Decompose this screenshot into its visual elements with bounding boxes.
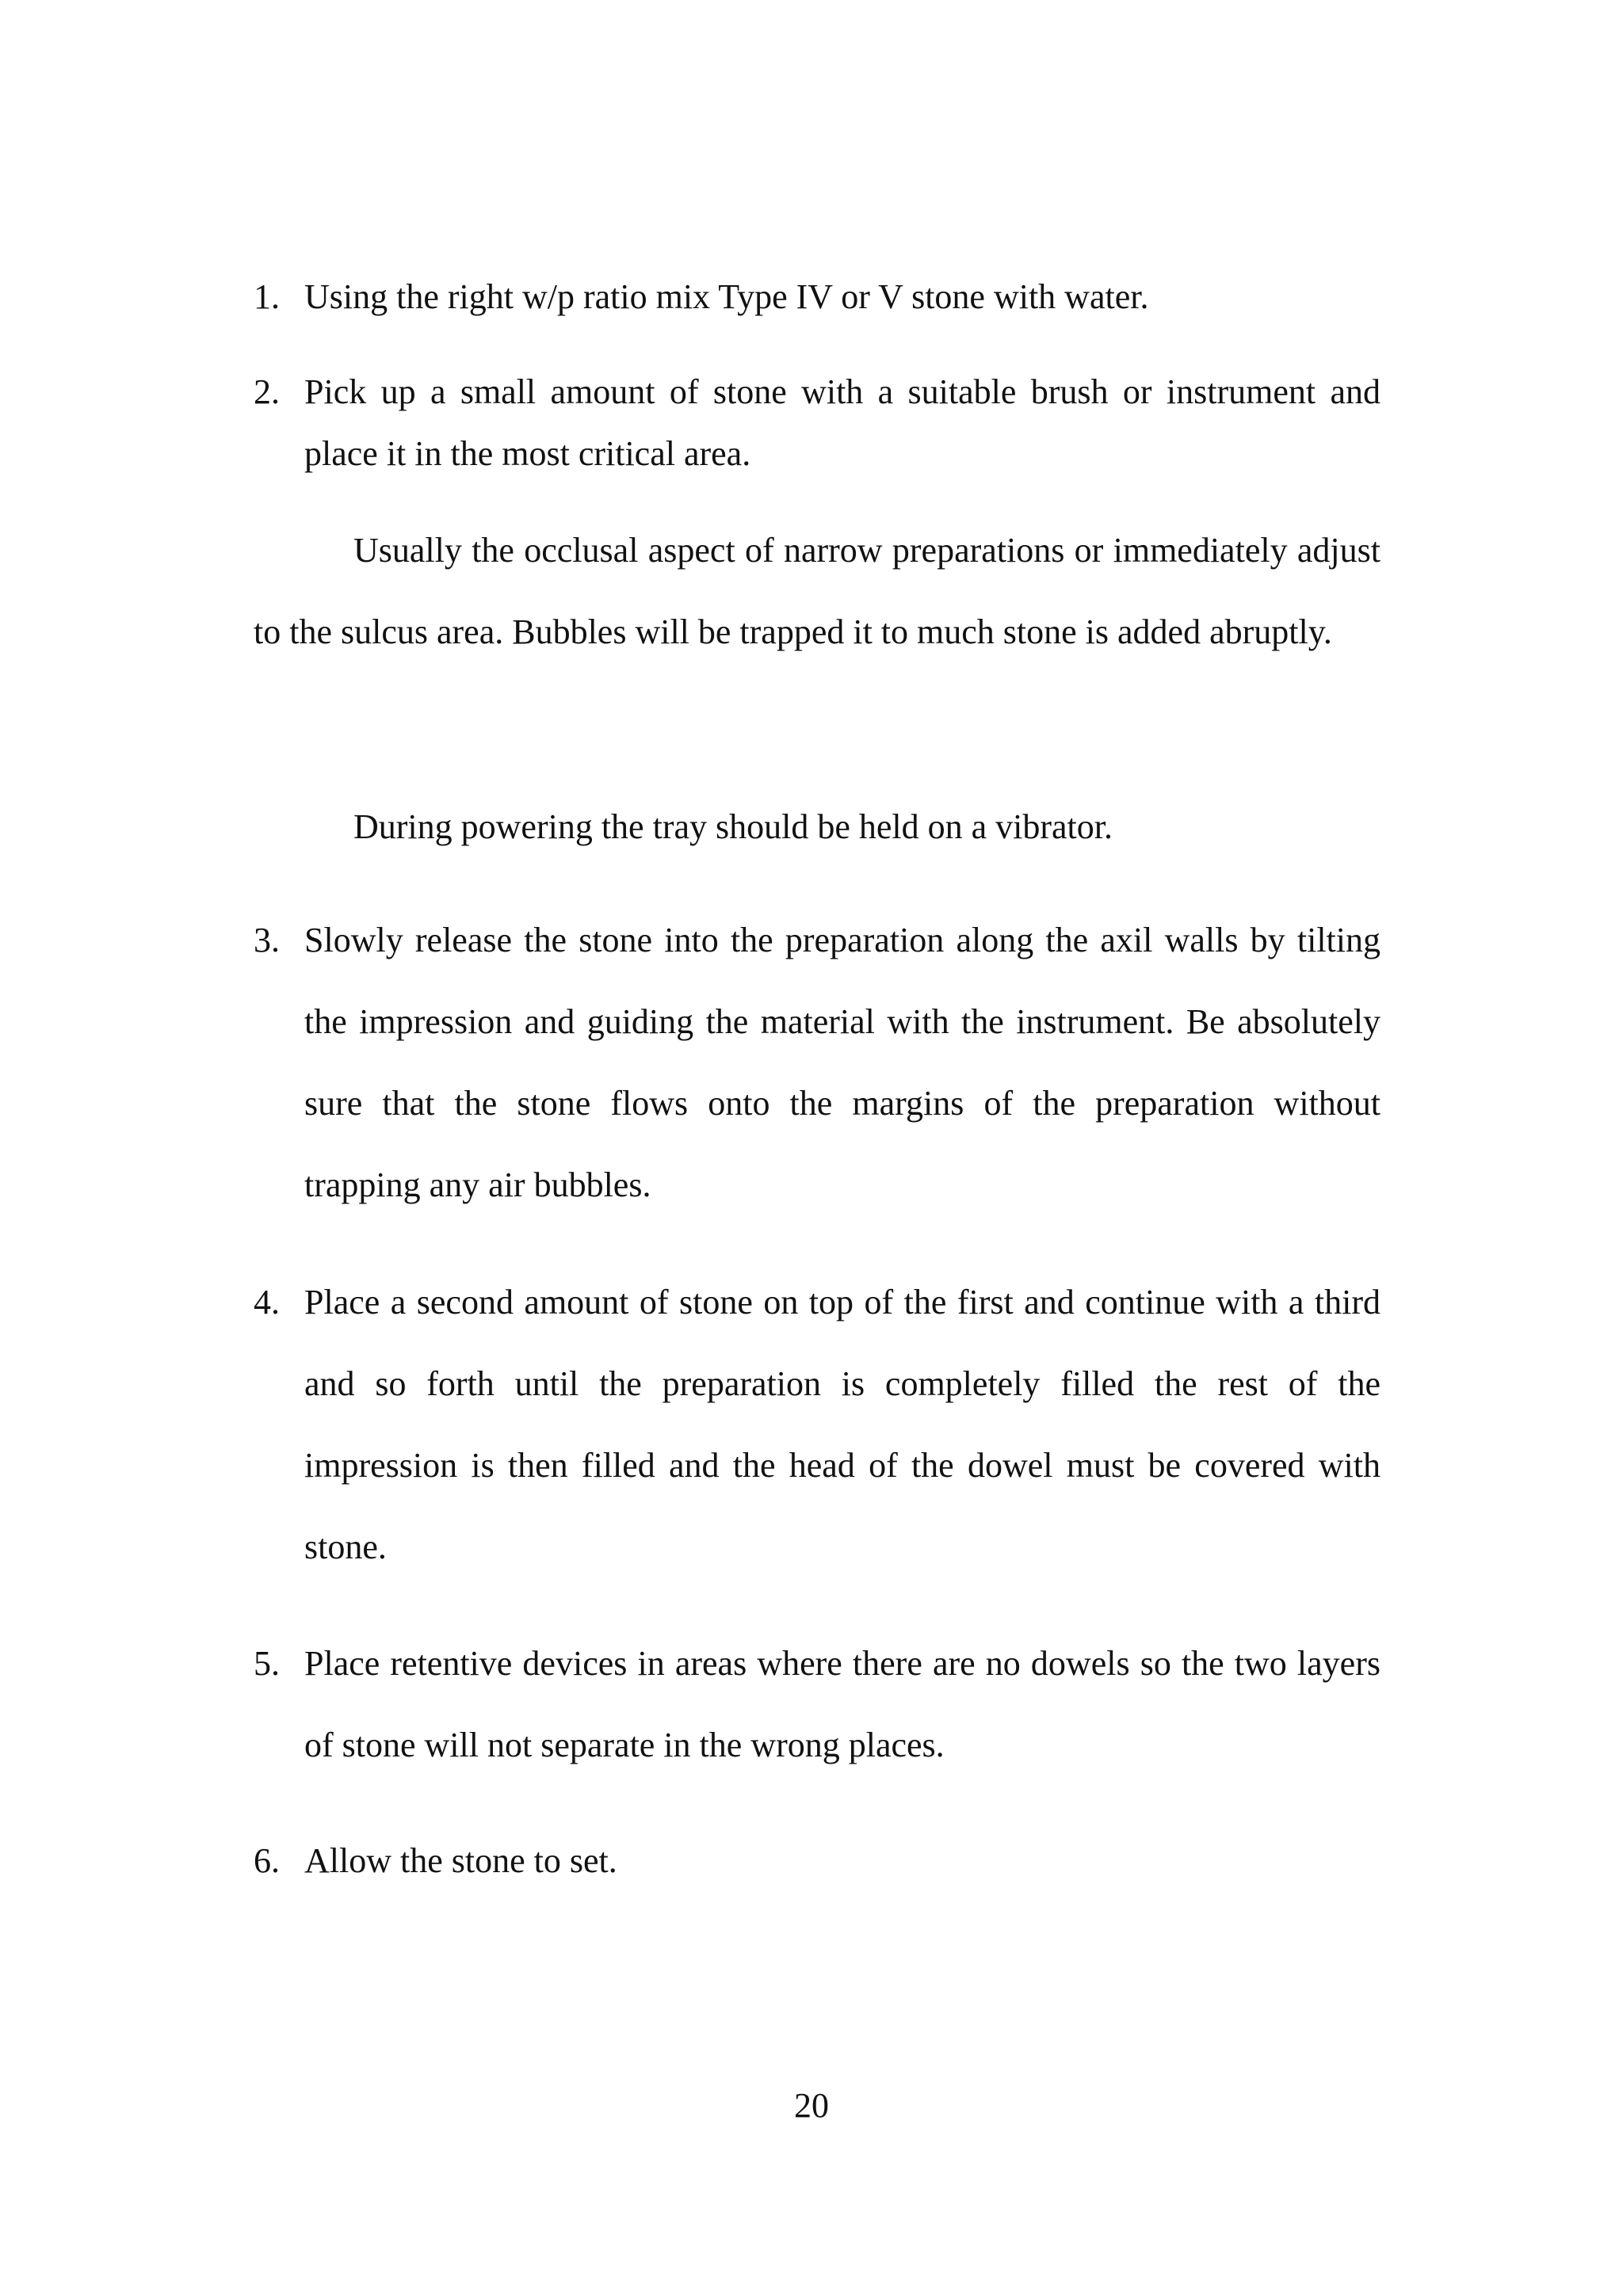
list-number: 1. <box>254 277 280 316</box>
list-item-2 <box>254 361 1381 485</box>
list-item-3 <box>254 899 1381 1226</box>
list-number: 4. <box>254 1283 280 1322</box>
list-text: Pick up a small amount of stone with a suitable brush or instrument and place it in the most critical area. <box>304 372 1381 473</box>
list-text: Using the right w/p ratio mix Type IV or V stone with water. <box>304 277 1149 316</box>
list-item-5 <box>254 1623 1381 1786</box>
list-number: 5. <box>254 1644 280 1683</box>
body-paragraph-2: During powering the tray should be held on a vibrator. <box>353 807 1113 846</box>
list-number: 3. <box>254 921 280 959</box>
list-item-4 <box>254 1261 1381 1588</box>
list-number: 2. <box>254 372 280 411</box>
body-paragraph-1: Usually the occlusal aspect of narrow preparations or immediately adjust to the sulcus area. Bubbles will be trapped it to much stone is added abruptly. <box>254 531 1381 651</box>
list-text: Slowly release the stone into the preparation along the axil walls by tilting the impression and guiding the material with the instrument. Be absolutely sure that the stone flows onto the margins of the preparation without trapping any air bubbles. <box>304 921 1381 1204</box>
list-item-6 <box>254 1820 1381 1901</box>
list-text: Place a second amount of stone on top of the first and continue with a third and so forth until the preparation is completely filled the rest of the impression is then filled and the head of the dowel must be covered with stone. <box>304 1283 1381 1566</box>
list-number: 6. <box>254 1841 280 1880</box>
list-item-1 <box>254 266 1381 328</box>
list-text: Allow the stone to set. <box>304 1841 617 1880</box>
page-number: 20 <box>794 2086 829 2125</box>
list-text: Place retentive devices in areas where there are no dowels so the two layers of stone will not separate in the wrong places. <box>304 1644 1381 1764</box>
